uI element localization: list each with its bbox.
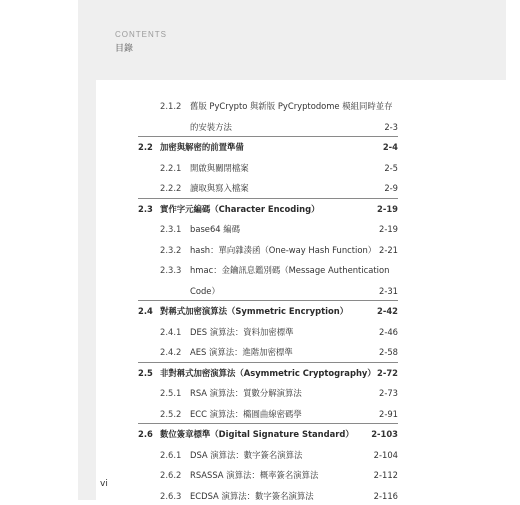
page-number: vi [100,479,108,489]
toc-entry-title: AES 演算法：進階加密標準 [190,347,293,357]
toc-entry[interactable] [0,220,520,238]
toc-entry[interactable] [0,200,520,218]
toc-entry[interactable] [0,282,520,300]
toc-entry-page: 2-3 [384,121,398,132]
toc-entry-title: 舊版 PyCrypto 與新版 PyCryptodome 模組同時並存 [190,101,393,111]
toc-entry[interactable] [0,425,520,443]
toc-entry[interactable] [0,343,520,361]
toc-entry-page: 2-72 [377,367,398,378]
toc-entry-number: 2.3.1 [160,224,182,234]
toc-entry-page: 2-31 [378,285,398,296]
toc-entry[interactable] [0,118,520,136]
toc-entry[interactable] [0,241,520,259]
toc-entry-page: 2-5 [384,162,398,173]
toc-entry-number: 2.5.1 [160,388,182,398]
toc-entry-page: 2-21 [378,244,398,255]
toc-entry-page: 2-116 [373,490,398,501]
toc-entry-number: 2.3.2 [160,244,182,255]
toc-entry-title: RSA 演算法：質數分解演算法 [190,388,302,398]
toc-entry-number: 2.2.2 [160,183,182,193]
toc-entry-page: 2-46 [378,326,398,337]
toc-entry-number: 2.6.3 [160,490,182,501]
toc-entry[interactable] [0,302,520,320]
toc-entry-page: 2-58 [378,347,398,357]
toc-entry-number: 2.3 [138,203,153,214]
contents-subtitle: 目錄 [115,44,134,54]
toc-entry-title: hash：單向雜湊函（One-way Hash Function） [190,244,377,255]
toc-entry-number: 2.3.3 [160,265,182,275]
toc-entry-title: DSA 演算法：數字簽名演算法 [190,449,303,460]
toc-entry[interactable] [0,487,520,505]
toc-entry-title: Code） [190,285,220,296]
toc-entry-number: 2.6 [138,429,153,439]
toc-entry-number: 2.2.1 [160,162,182,173]
toc-entry-page: 2-19 [377,203,398,214]
toc-entry-page: 2-73 [378,388,398,398]
section-rule [138,136,398,137]
toc-entry-title: ECDSA 演算法：數字簽名演算法 [190,490,314,501]
toc-entry-title: DES 演算法：資料加密標準 [190,326,294,337]
toc-entry-page: 2-19 [378,224,398,234]
toc-entry-page: 2-103 [371,429,398,439]
toc-entry-title: 實作字元編碼（Character Encoding） [160,203,320,214]
toc-entry-title: 對稱式加密演算法（Symmetric Encryption） [160,306,349,316]
toc-entry[interactable] [0,405,520,423]
contents-label: CONTENTS [115,30,167,39]
toc-entry-number: 2.1.2 [160,101,182,111]
section-rule [138,300,398,301]
toc-entry-number: 2.6.1 [160,449,182,460]
toc-entry-number: 2.4 [138,306,153,316]
toc-entry-page: 2-9 [384,183,398,193]
toc-entry-number: 2.5 [138,367,153,378]
toc-entry[interactable] [0,97,520,115]
toc-entry-page: 2-112 [373,470,398,480]
toc-entry[interactable] [0,261,520,279]
toc-entry[interactable] [0,159,520,177]
toc-entry[interactable] [0,138,520,156]
toc-entry-number: 2.5.2 [160,408,182,419]
toc-entry-title: RSASSA 演算法：概率簽名演算法 [190,470,319,480]
toc-entry[interactable] [0,446,520,464]
section-rule [138,198,398,199]
toc-entry-title: 加密與解密的前置準備 [160,142,244,152]
section-rule [138,423,398,424]
toc-entry-page: 2-104 [373,449,398,460]
toc-entry-page: 2-91 [378,408,398,419]
toc-entry-title: ECC 演算法：橢圓曲線密碼學 [190,408,302,419]
toc-entry-page: 2-42 [377,306,398,316]
toc-entry-title: base64 編碼 [190,224,241,234]
toc-entry-title: 數位簽章標準（Digital Signature Standard） [160,429,354,439]
toc-entry-number: 2.4.2 [160,347,182,357]
toc-entry-page: 2-4 [382,142,398,152]
toc-entry-title: 讀取與寫入檔案 [190,183,249,193]
toc-entry[interactable] [0,384,520,402]
toc-entry-number: 2.6.2 [160,470,182,480]
toc-entry-title: hmac：金鑰訊息鑑別碼（Message Authentication [190,265,390,275]
toc-entry-number: 2.2 [138,142,153,152]
toc-entry[interactable] [0,364,520,382]
toc-entry[interactable] [0,323,520,341]
toc-entry-title: 開啟與關閉檔案 [190,162,249,173]
toc-entry-title: 非對稱式加密演算法（Asymmetric Cryptography） [160,367,376,378]
toc-entry-title: 的安裝方法 [190,121,232,132]
toc-entry[interactable] [0,179,520,197]
header-band [96,0,506,80]
section-rule [138,362,398,363]
toc-entry[interactable] [0,466,520,484]
toc-entry-number: 2.4.1 [160,326,182,337]
